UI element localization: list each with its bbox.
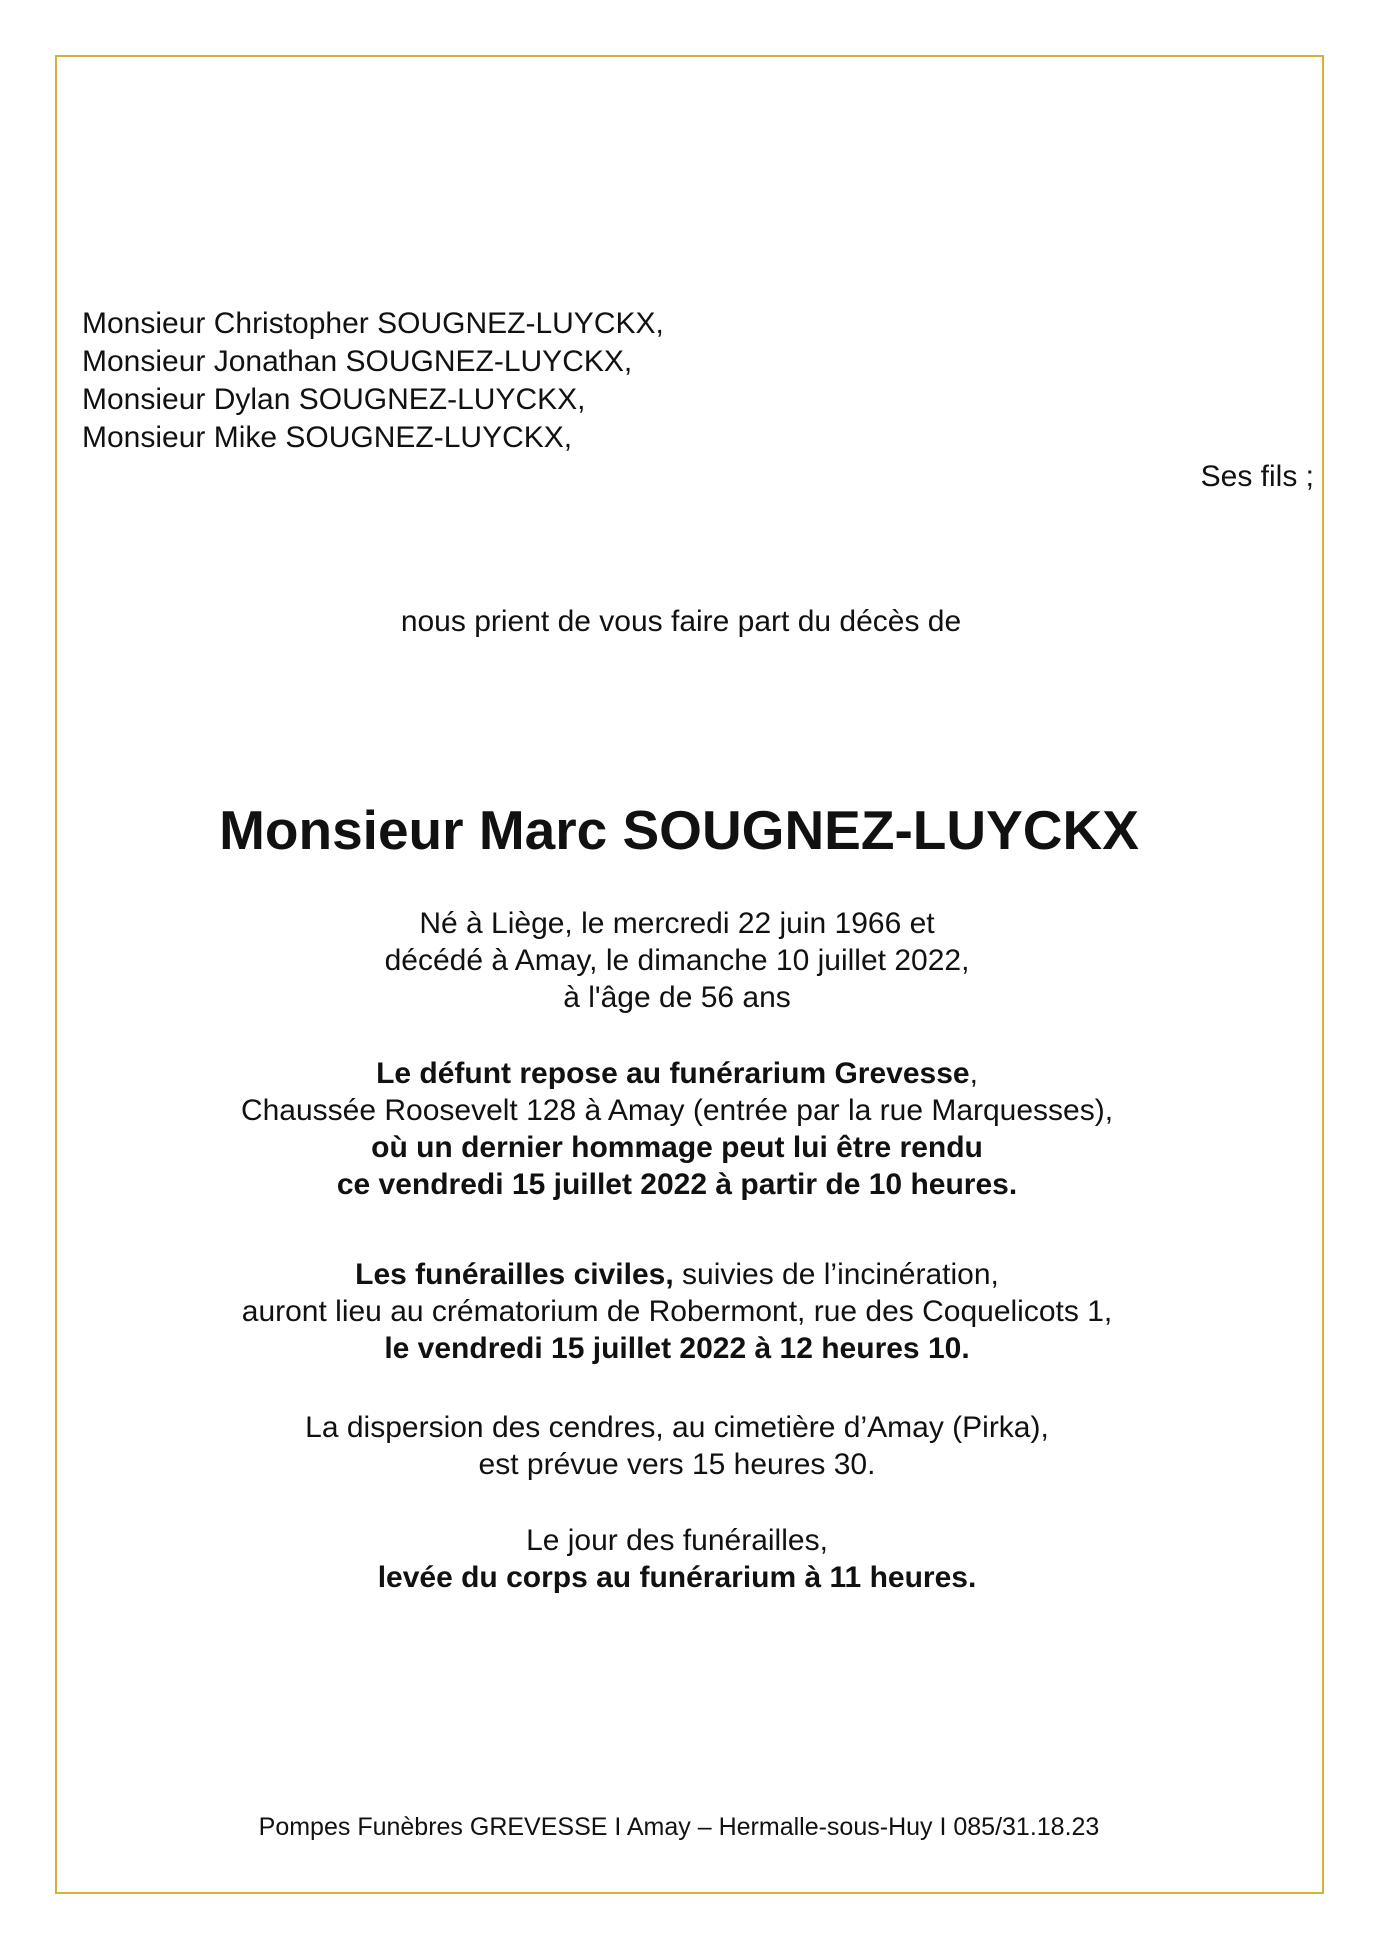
sons-list xyxy=(82,305,664,457)
funeral-details xyxy=(0,1256,1366,1367)
rest-details xyxy=(0,1055,1366,1203)
deceased-name: Monsieur Marc SOUGNEZ-LUYCKX xyxy=(219,799,1139,861)
birth-line: Né à Liège, le mercredi 22 juin 1966 et xyxy=(419,907,935,940)
son-name-mike: Monsieur Mike SOUGNEZ-LUYCKX, xyxy=(82,421,573,454)
announcement-intro: nous prient de vous faire part du décès de xyxy=(400,605,962,638)
rest-location-bold: Le défunt repose au funérarium Grevesse xyxy=(376,1057,970,1090)
funeral-time: le vendredi 15 juillet 2022 à 12 heures 10. xyxy=(384,1332,970,1365)
funeral-day-details xyxy=(0,1522,1366,1596)
ashes-details xyxy=(0,1409,1366,1483)
ashes-time: est prévue vers 15 heures 30. xyxy=(478,1448,876,1481)
funeral-type-line xyxy=(0,1256,1366,1293)
body-lifting-time: levée du corps au funérarium à 11 heures. xyxy=(377,1561,977,1594)
tribute-time: ce vendredi 15 juillet 2022 à partir de 10 heures. xyxy=(336,1168,1018,1201)
death-line: décédé à Amay, le dimanche 10 juillet 2022, xyxy=(384,944,970,977)
ashes-location: La dispersion des cendres, au cimetière d’Amay (Pirka), xyxy=(305,1411,1049,1444)
funeral-type-rest: suivies de l’incinération, xyxy=(673,1258,999,1291)
age-line: à l'âge de 56 ans xyxy=(563,981,791,1014)
relation-label: Ses fils ; xyxy=(1200,460,1314,493)
rest-location-line xyxy=(0,1055,1366,1092)
rest-location-comma: , xyxy=(969,1057,978,1090)
son-name-jonathan: Monsieur Jonathan SOUGNEZ-LUYCKX, xyxy=(82,345,633,378)
rest-address: Chaussée Roosevelt 128 à Amay (entrée par la rue Marquesses), xyxy=(240,1094,1114,1127)
birth-death-details xyxy=(0,905,1366,1016)
funeral-home-footer: Pompes Funèbres GREVESSE I Amay – Hermalle-sous-Huy I 085/31.18.23 xyxy=(258,1813,1100,1841)
funeral-type-bold: Les funérailles civiles, xyxy=(355,1258,674,1291)
tribute-line: où un dernier hommage peut lui être rendu xyxy=(371,1131,983,1164)
son-name-dylan: Monsieur Dylan SOUGNEZ-LUYCKX, xyxy=(82,383,586,416)
son-name-christopher: Monsieur Christopher SOUGNEZ-LUYCKX, xyxy=(82,307,664,340)
funeral-day-intro: Le jour des funérailles, xyxy=(526,1524,828,1557)
crematorium-address: auront lieu au crématorium de Robermont, rue des Coquelicots 1, xyxy=(241,1295,1113,1328)
